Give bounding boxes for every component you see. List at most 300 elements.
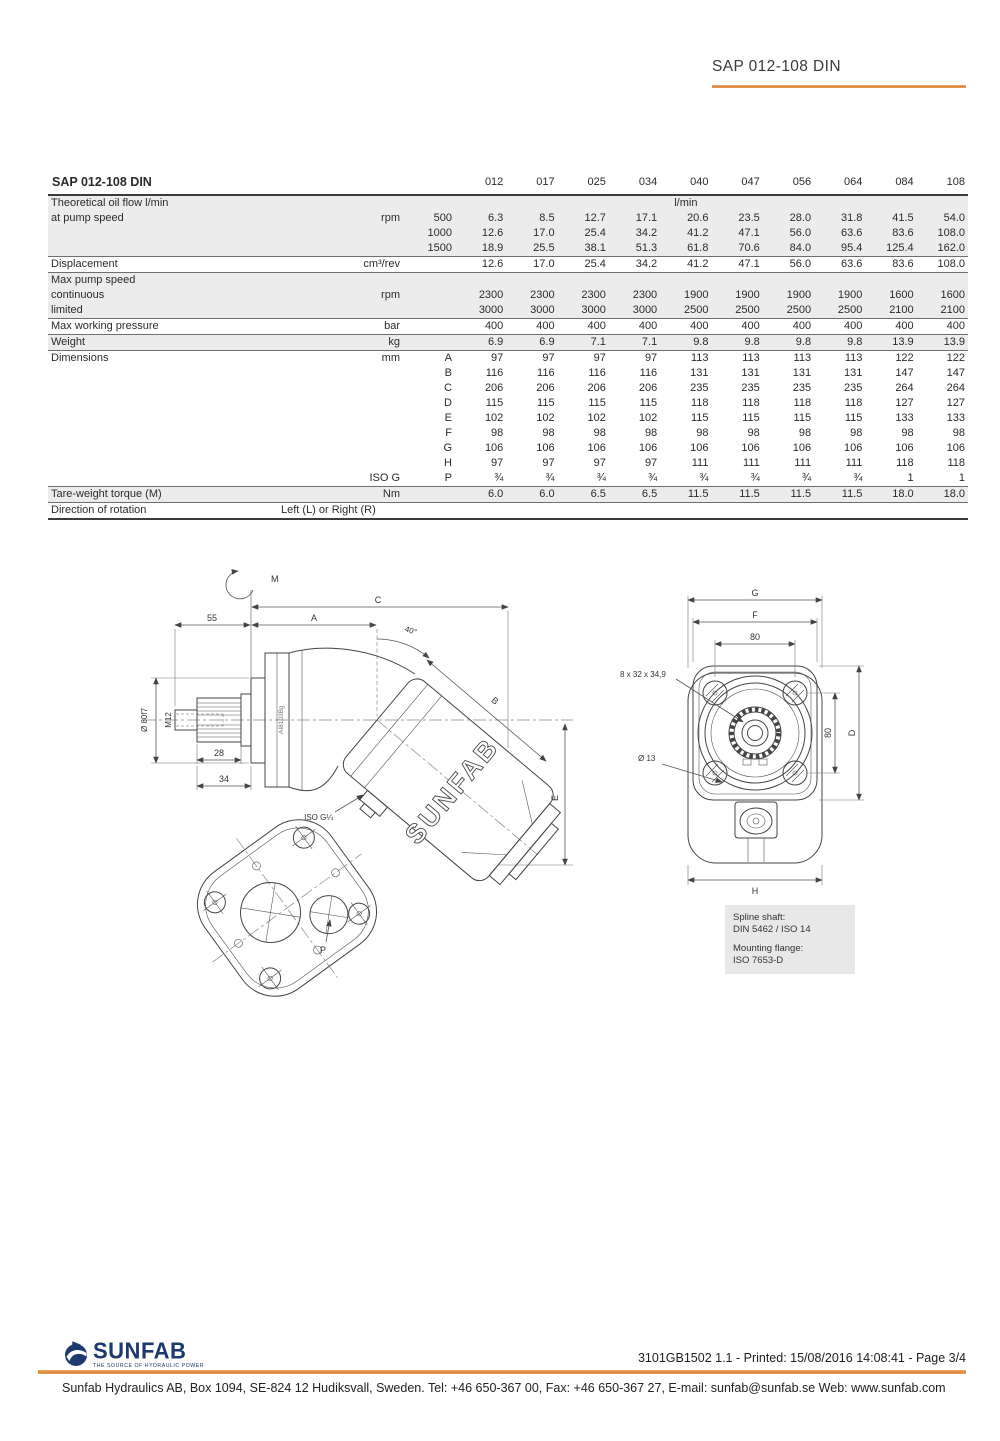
spec-unit-cell (278, 303, 403, 319)
spec-value-cell: 98 (696, 427, 709, 439)
spec-label-cell (48, 441, 278, 456)
spec-row (48, 366, 968, 381)
spec-label-cell (48, 426, 278, 441)
spec-value-cell: 98 (593, 427, 606, 439)
spec-value-cell (763, 273, 814, 289)
spec-value-cell: 400 (865, 319, 916, 335)
spec-key-cell: H (444, 457, 452, 469)
spec-unit-cell (278, 273, 403, 289)
spec-value-cell: 11.5 (814, 487, 865, 503)
spec-value-cell: 235 (844, 382, 863, 394)
spec-value-cell: 118 (742, 397, 760, 409)
spec-unit-cell: bar (278, 319, 403, 335)
spec-value-cell: 7.1 (558, 335, 609, 351)
spec-col-header: 040 (660, 169, 711, 195)
spec-value-cell: 2300 (455, 288, 506, 303)
dim-label-shaft-dia: Ø 80f7 (140, 707, 149, 733)
spec-value-cell: 118 (896, 457, 914, 469)
sunfab-logo-icon (62, 1340, 89, 1367)
spec-value-cell: 23.5 (711, 211, 762, 226)
spec-value-cell: 13.9 (917, 335, 968, 351)
spec-value-cell: 98 (747, 427, 760, 439)
spec-col-header: 047 (711, 169, 762, 195)
spec-value-cell: 1900 (711, 288, 762, 303)
spec-value-cell (506, 195, 557, 211)
body-marking-text: AI8103Bg (278, 705, 285, 734)
spec-value-cell: 115 (742, 412, 760, 424)
spec-value-cell: 97 (593, 457, 606, 469)
spec-row (48, 426, 968, 441)
spline-shaft-note-label: Spline shaft: (733, 912, 786, 923)
spec-value-cell: 98 (901, 427, 914, 439)
standards-note-box (725, 905, 855, 974)
dim-label-28: 28 (213, 748, 225, 758)
spec-col-header: 034 (609, 169, 660, 195)
spec-value-cell: 113 (814, 351, 865, 367)
spec-unit-cell (278, 411, 403, 426)
dim-label-top-80: 80 (749, 632, 761, 642)
spec-value-cell: 115 (844, 412, 863, 424)
spec-label-cell (48, 456, 278, 471)
spec-row (48, 381, 968, 396)
spec-value-cell: 106 (536, 442, 555, 454)
iso-port-label: ISO G¼ (304, 813, 333, 822)
dim-label-f: F (752, 610, 758, 620)
spec-value-cell: 97 (455, 351, 506, 367)
dim-label-d: D (847, 729, 857, 737)
spline-callout-label: 8 x 32 x 34,9 (620, 670, 666, 679)
spec-value-cell: 106 (741, 442, 760, 454)
spec-table (48, 169, 968, 520)
spec-value-cell: 9.8 (660, 335, 711, 351)
spec-value-cell: 106 (587, 442, 606, 454)
spec-value-cell: ¾ (750, 472, 760, 484)
spec-value-cell: 28.0 (763, 211, 814, 226)
spec-col-header: 025 (558, 169, 609, 195)
spec-value-cell: 116 (537, 367, 555, 379)
spec-key-cell: B (444, 367, 452, 379)
spec-value-cell: 41.5 (865, 211, 916, 226)
spec-value-cell: 18.0 (865, 487, 916, 503)
spec-value-cell: 113 (711, 351, 762, 367)
spec-key-cell (403, 335, 455, 351)
front-view-drawing (612, 555, 967, 900)
spec-row (48, 503, 968, 520)
spec-value-cell: 113 (660, 351, 711, 367)
spec-value-cell: 147 (895, 367, 914, 379)
spec-value-cell: 122 (917, 351, 968, 367)
document-info: 3101GB1502 1.1 - Printed: 15/08/2016 14:08:41 - Page 3/4 (637, 1351, 966, 1365)
spec-unit-cell: mm (278, 351, 403, 367)
spec-value-cell (711, 273, 762, 289)
spline-shaft-front (698, 676, 812, 790)
spec-value-cell: 6.9 (455, 335, 506, 351)
spec-value-cell (455, 195, 506, 211)
spec-key-cell: E (444, 412, 452, 424)
rotation-direction-icon (226, 571, 279, 678)
spec-label-cell: limited (48, 303, 278, 319)
spec-value-cell: 111 (845, 457, 863, 469)
bolt-dia-label: Ø 13 (638, 754, 656, 763)
spec-value-cell: 6.3 (455, 211, 506, 226)
spec-value-cell: 400 (763, 319, 814, 335)
spec-key-cell (403, 273, 455, 289)
spec-value-cell: 3000 (455, 303, 506, 319)
spec-key-cell: D (444, 397, 452, 409)
spec-value-cell: 106 (792, 442, 812, 454)
spec-value-cell: 56.0 (763, 226, 814, 241)
spec-value-cell: 400 (558, 319, 609, 335)
spec-value-cell: 2500 (660, 303, 711, 319)
spec-value-cell: 2300 (558, 288, 609, 303)
side-view-drawing (25, 548, 590, 988)
spec-value-cell: 133 (895, 412, 914, 424)
spec-value-cell: 9.8 (763, 335, 814, 351)
spec-value-cell: 41.2 (660, 257, 711, 273)
spec-value-cell (917, 195, 968, 211)
spec-table-body (48, 195, 968, 519)
spec-value-cell: 98 (850, 427, 863, 439)
spec-value-cell: ¾ (596, 472, 606, 484)
spec-value-cell: 11.5 (660, 487, 711, 503)
spec-row (48, 273, 968, 289)
sunfab-logo (62, 1337, 205, 1369)
spec-row (48, 211, 968, 226)
spec-unit-cell (278, 366, 403, 381)
spec-value-cell: 264 (895, 382, 914, 394)
spec-label-cell (48, 381, 278, 396)
spec-row (48, 396, 968, 411)
dim-label-a: A (310, 613, 318, 623)
spec-value-cell: 131 (741, 367, 760, 379)
spec-value-cell: 63.6 (814, 257, 865, 273)
spec-unit-cell (278, 381, 403, 396)
spec-label-cell: Tare-weight torque (M) (48, 487, 278, 503)
spec-col-header: 056 (763, 169, 814, 195)
spec-value-cell: 106 (690, 442, 709, 454)
spec-value-cell: 400 (609, 319, 660, 335)
spec-col-header: 017 (506, 169, 557, 195)
spec-col-header: 064 (814, 169, 865, 195)
spec-value-cell: 17.1 (609, 211, 660, 226)
spec-value-cell: 18.9 (455, 241, 506, 257)
spec-row (48, 319, 968, 335)
spec-value-cell: 115 (485, 397, 504, 409)
spec-value-cell: 54.0 (917, 211, 968, 226)
spec-value-cell: ¾ (801, 472, 812, 484)
mounting-flange-note-label: Mounting flange: (733, 942, 804, 954)
spec-value-cell: 97 (542, 457, 555, 469)
spec-value-cell: 2500 (763, 303, 814, 319)
spec-value-cell: 3000 (506, 303, 557, 319)
spec-value-cell: 1900 (763, 288, 814, 303)
spec-value-cell: 264 (946, 382, 965, 394)
spec-value-cell: 97 (558, 351, 609, 367)
pump-housing (289, 648, 415, 791)
spec-value-cell (917, 273, 968, 289)
spec-value-cell: 97 (644, 457, 658, 469)
spec-value-cell: 6.0 (455, 487, 506, 503)
dim-label-g: G (751, 588, 759, 598)
spec-unit-cell: rpm (278, 288, 403, 303)
spec-value-cell: 47.1 (711, 257, 762, 273)
spec-value-cell: 106 (484, 442, 504, 454)
spec-value-cell: 18.0 (917, 487, 968, 503)
spec-row (48, 257, 968, 273)
spec-row (48, 471, 968, 487)
spec-value-cell: 1900 (814, 288, 865, 303)
spec-label-cell: continuous (48, 288, 278, 303)
spec-span-cell: Left (L) or Right (R) (278, 503, 968, 520)
spec-value-cell: 1 (958, 472, 965, 484)
spec-label-cell: Theoretical oil flow l/min (48, 195, 278, 211)
spec-value-cell: 12.7 (558, 211, 609, 226)
spec-key-cell: P (444, 472, 452, 484)
spec-value-cell: 11.5 (711, 487, 762, 503)
bottom-port-boss (735, 802, 777, 862)
spec-row (48, 335, 968, 351)
spec-head-row (48, 169, 968, 195)
spec-label-cell: Weight (48, 335, 278, 351)
spec-value-cell: 102 (638, 412, 658, 424)
spec-value-cell: 115 (537, 397, 555, 409)
spec-value-cell: 400 (711, 319, 762, 335)
spec-unit-cell: rpm (278, 211, 403, 226)
spec-value-cell: 115 (690, 412, 709, 424)
spec-label-cell: Direction of rotation (48, 503, 278, 520)
spec-value-cell: 400 (660, 319, 711, 335)
spec-value-cell: 83.6 (865, 226, 916, 241)
spec-value-cell: ¾ (699, 472, 709, 484)
spec-value-cell (814, 195, 865, 211)
front-dimensions (662, 596, 864, 885)
spec-value-cell: ¾ (545, 472, 555, 484)
spec-value-cell: 1600 (865, 288, 916, 303)
spec-value-cell: 235 (792, 382, 812, 394)
spec-value-cell: 97 (506, 351, 557, 367)
spec-value-cell (763, 195, 814, 211)
spec-value-cell: 8.5 (506, 211, 557, 226)
doc-header (712, 58, 966, 88)
front-dim-labels (620, 588, 857, 896)
spec-key-cell (403, 303, 455, 319)
spec-value-cell: 6.9 (506, 335, 557, 351)
spec-row (48, 226, 968, 241)
spec-unit-cell (278, 195, 403, 211)
iso-port-leader (335, 795, 363, 812)
spec-value-cell: 6.0 (506, 487, 557, 503)
spec-value-cell: 3000 (558, 303, 609, 319)
spec-value-cell: 1 (907, 472, 914, 484)
spec-value-cell: 2500 (711, 303, 762, 319)
spec-col-header: 012 (455, 169, 506, 195)
dim-label-b: B (489, 694, 501, 707)
spec-label-cell (48, 471, 278, 487)
spec-value-cell: 102 (536, 412, 555, 424)
spec-value-cell: 61.8 (660, 241, 711, 257)
spec-value-cell: 147 (946, 367, 965, 379)
spec-value-cell: 38.1 (558, 241, 609, 257)
spec-value-cell (865, 195, 916, 211)
spec-value-cell: 108.0 (917, 226, 968, 241)
spec-label-cell: Max working pressure (48, 319, 278, 335)
spec-label-cell (48, 411, 278, 426)
spec-value-cell: 2300 (609, 288, 660, 303)
pump-body-front (688, 666, 822, 863)
spec-value-cell: 116 (588, 367, 606, 379)
spec-value-cell: ¾ (494, 472, 504, 484)
spec-value-cell: 400 (917, 319, 968, 335)
spec-value-cell: 98 (644, 427, 658, 439)
spec-value-cell: 206 (587, 382, 606, 394)
spec-row (48, 411, 968, 426)
spec-value-cell: 111 (743, 457, 760, 469)
spec-key-cell (403, 319, 455, 335)
spec-unit-cell (278, 396, 403, 411)
mounting-flange-note-value: ISO 7653-D (733, 955, 784, 967)
spec-value-cell: 118 (844, 397, 863, 409)
spline-callout-leader (676, 679, 743, 722)
spec-value-cell: 13.9 (865, 335, 916, 351)
spec-value-cell: 102 (587, 412, 606, 424)
spec-value-cell: 113 (763, 351, 814, 367)
spec-value-cell (558, 273, 609, 289)
dim-label-right-80: 80 (823, 727, 833, 739)
spec-row (48, 456, 968, 471)
side-dimensions (151, 607, 573, 865)
spec-label-cell (48, 226, 278, 241)
spec-value-cell: 34.2 (609, 226, 660, 241)
spec-value-cell: 235 (741, 382, 760, 394)
spec-value-cell: 70.6 (711, 241, 762, 257)
spec-value-cell: l/min (660, 195, 711, 211)
spec-value-cell (609, 273, 660, 289)
spline-shaft-note-value: DIN 5462 / ISO 14 (733, 924, 811, 936)
spec-col-header: 084 (865, 169, 916, 195)
spec-value-cell: 98 (491, 427, 504, 439)
spec-value-cell: 83.6 (865, 257, 916, 273)
spec-value-cell: 7.1 (609, 335, 660, 351)
spec-value-cell (609, 195, 660, 211)
dim-label-m12: M12 (164, 712, 173, 728)
spec-value-cell: 106 (946, 442, 965, 454)
spec-value-cell: 1600 (917, 288, 968, 303)
bent-body (326, 674, 575, 915)
spec-value-cell: 56.0 (763, 257, 814, 273)
dim-label-h: H (751, 886, 759, 896)
spec-value-cell: 400 (506, 319, 557, 335)
spec-row (48, 195, 968, 211)
spec-value-cell: 400 (455, 319, 506, 335)
spec-row (48, 303, 968, 319)
spec-label-cell (48, 396, 278, 411)
spec-value-cell: 108.0 (917, 257, 968, 273)
dim-label-e: E (550, 794, 560, 802)
spec-value-cell: 106 (895, 442, 914, 454)
spec-key-cell: 1500 (403, 241, 455, 257)
spec-value-cell: 400 (814, 319, 865, 335)
spec-value-cell: 98 (542, 427, 555, 439)
spec-value-cell: 2100 (917, 303, 968, 319)
spec-value-cell: 63.6 (814, 226, 865, 241)
spec-value-cell (660, 273, 711, 289)
spec-label-cell: Dimensions (48, 351, 278, 367)
spec-value-cell: 115 (639, 397, 658, 409)
spec-value-cell: 115 (588, 397, 606, 409)
spec-key-cell: 500 (403, 211, 455, 226)
spec-row (48, 241, 968, 257)
dim-label-34: 34 (218, 774, 230, 784)
spec-value-cell: 34.2 (609, 257, 660, 273)
spec-value-cell: ¾ (853, 472, 863, 484)
spec-value-cell: 116 (639, 367, 658, 379)
spec-row (48, 487, 968, 503)
spec-value-cell (506, 273, 557, 289)
spec-value-cell: 2300 (506, 288, 557, 303)
dim-label-55: 55 (206, 613, 218, 623)
spec-table-title: SAP 012-108 DIN (48, 169, 455, 195)
spec-key-cell: A (403, 351, 455, 367)
spec-key-cell: F (445, 427, 452, 439)
spec-value-cell: 133 (946, 412, 965, 424)
spec-value-cell: 9.8 (711, 335, 762, 351)
spec-value-cell: 125.4 (865, 241, 916, 257)
spec-value-cell (558, 195, 609, 211)
spec-value-cell: ¾ (648, 472, 658, 484)
spec-value-cell (865, 273, 916, 289)
side-dim-labels (140, 595, 560, 955)
spec-row (48, 351, 968, 367)
spec-label-cell: Max pump speed (48, 273, 278, 289)
spec-value-cell: 12.6 (455, 226, 506, 241)
spec-value-cell: 206 (536, 382, 555, 394)
spec-value-cell: 98 (798, 427, 812, 439)
spec-key-cell (403, 487, 455, 503)
spec-value-cell: 25.5 (506, 241, 557, 257)
p-port-label: P (319, 945, 327, 955)
spec-value-cell (455, 273, 506, 289)
spec-value-cell: 25.4 (558, 226, 609, 241)
spec-value-cell: 111 (794, 457, 812, 469)
logo-wordmark: SUNFAB (93, 1337, 187, 1364)
spec-value-cell: 1900 (660, 288, 711, 303)
spec-label-cell (48, 366, 278, 381)
spec-value-cell: 17.0 (506, 257, 557, 273)
spec-value-cell: 6.5 (558, 487, 609, 503)
spec-value-cell (711, 195, 762, 211)
spec-key-cell: 1000 (403, 226, 455, 241)
spec-value-cell: 131 (792, 367, 812, 379)
spec-unit-cell (278, 226, 403, 241)
spec-value-cell: 95.4 (814, 241, 865, 257)
spec-value-cell: 127 (895, 397, 914, 409)
spec-value-cell: 9.8 (814, 335, 865, 351)
spec-value-cell: 51.3 (609, 241, 660, 257)
spec-label-cell (48, 241, 278, 257)
spec-value-cell: 106 (638, 442, 658, 454)
spec-value-cell: 118 (793, 397, 812, 409)
spec-value-cell: 17.0 (506, 226, 557, 241)
spec-row (48, 288, 968, 303)
spec-value-cell (814, 273, 865, 289)
spec-value-cell: 131 (690, 367, 709, 379)
spec-unit-cell (278, 441, 403, 456)
spec-value-cell: 235 (690, 382, 709, 394)
spec-value-cell: 6.5 (609, 487, 660, 503)
spec-value-cell: 115 (793, 412, 812, 424)
spec-unit-cell: Nm (278, 487, 403, 503)
spec-value-cell: 20.6 (660, 211, 711, 226)
